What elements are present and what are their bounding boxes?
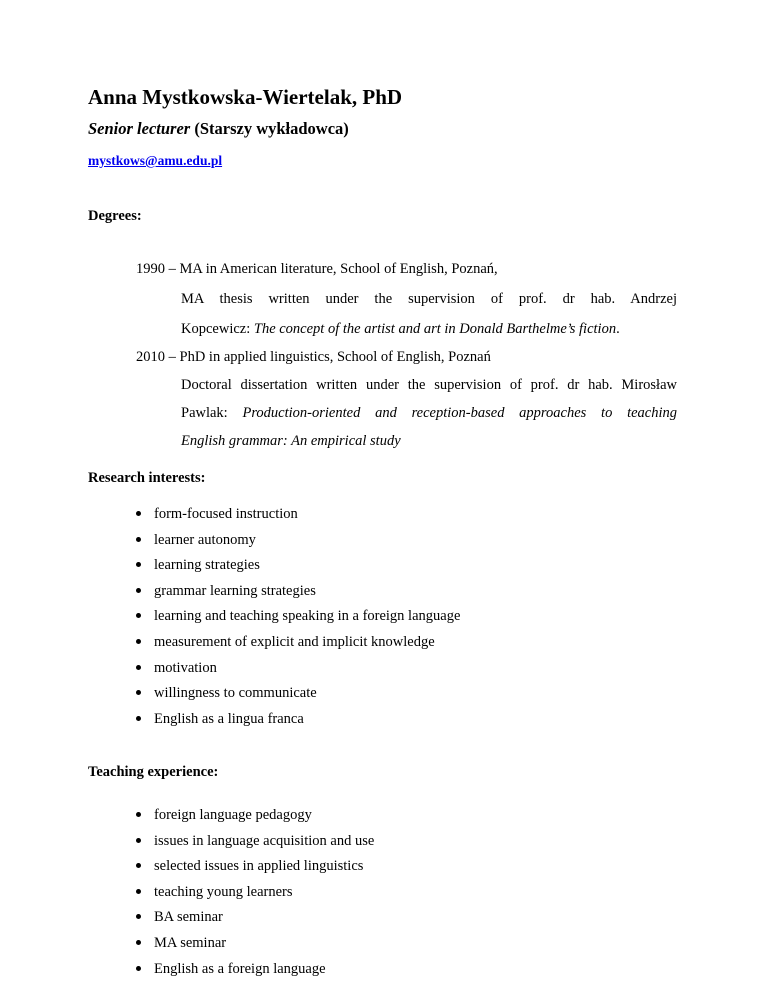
bullet-icon	[136, 665, 141, 670]
degree-ma-period: .	[616, 321, 620, 337]
bullet-icon	[136, 588, 141, 593]
degree-phd-title-part1: Production-oriented and reception-based approaches to teaching	[242, 405, 678, 421]
bullet-icon	[136, 966, 141, 971]
bullet-icon	[136, 716, 141, 721]
degree-phd-title-continued	[181, 433, 401, 450]
degree-ma-thesis	[181, 321, 620, 338]
degree-phd-supervisor: Pawlak:	[181, 405, 243, 421]
email-link[interactable]: mystkows@amu.edu.pl	[88, 153, 223, 168]
degree-phd-supervision: Doctoral dissertation written under the supervision of prof. dr hab. Mirosław	[181, 377, 677, 393]
bullet-icon	[136, 562, 141, 567]
bullet-icon	[136, 838, 141, 843]
degree-ma-thesis-title: The concept of the artist and art in Donald Barthelme’s fiction	[253, 321, 617, 337]
bullet-icon	[136, 511, 141, 516]
bullet-icon	[136, 639, 141, 644]
bullet-icon	[136, 613, 141, 618]
job-title-english: Senior lecturer	[88, 119, 191, 138]
bullet-icon	[136, 940, 141, 945]
degrees-heading: Degrees:	[88, 208, 142, 224]
degree-phd-dissertation	[181, 405, 677, 422]
bullet-icon	[136, 812, 141, 817]
bullet-icon	[136, 863, 141, 868]
degree-ma-supervisor: Kopcewicz:	[181, 321, 254, 337]
bullet-icon	[136, 914, 141, 919]
teaching-heading: Teaching experience:	[88, 764, 219, 780]
research-heading: Research interests:	[88, 470, 206, 486]
degree-phd-title-part2: English grammar: An empirical study	[181, 433, 401, 449]
person-name: Anna Mystkowska-Wiertelak, PhD	[88, 85, 403, 109]
job-title-polish: (Starszy wykładowca)	[194, 119, 349, 138]
document-page: Anna Mystkowska-Wiertelak, PhD Senior lecturer (Starszy wykładowca) mystkows@amu.edu.pl Degrees: 1990 – MA in American literature, School of English, Poznań, MA thesis written under the supervision of prof. dr hab. Andrzej Kopcewicz: The concept of the artist and art in Donald Barthelme’s fiction. 2010 – PhD in applied linguistics, School of English, Poznań Doctoral dissertation written under the supervision of prof. dr hab. Mirosław Pawlak: Production-oriented and reception-based approaches to teaching English grammar: An empirical study Research interests: form-focused instruction learner autonomy learning strategies grammar learning strategies learning and teaching speaking in a foreign language measurement of explicit and implicit knowledge motivation willingness to communicate English as a lingua franca Teaching experience: foreign language pedagogy issues in language acquisition and use selected issues in applied linguistics teaching young learners BA seminar MA seminar English as a foreign language	[88, 85, 678, 977]
degree-ma-line: 1990 – MA in American literature, School of English, Poznań,	[136, 261, 498, 277]
degree-ma-supervision: MA thesis written under the supervision of prof. dr hab. Andrzej	[181, 291, 677, 307]
degree-phd-line: 2010 – PhD in applied linguistics, School of English, Poznań	[136, 349, 491, 365]
job-title	[88, 119, 349, 139]
bullet-icon	[136, 537, 141, 542]
bullet-icon	[136, 889, 141, 894]
bullet-icon	[136, 690, 141, 695]
